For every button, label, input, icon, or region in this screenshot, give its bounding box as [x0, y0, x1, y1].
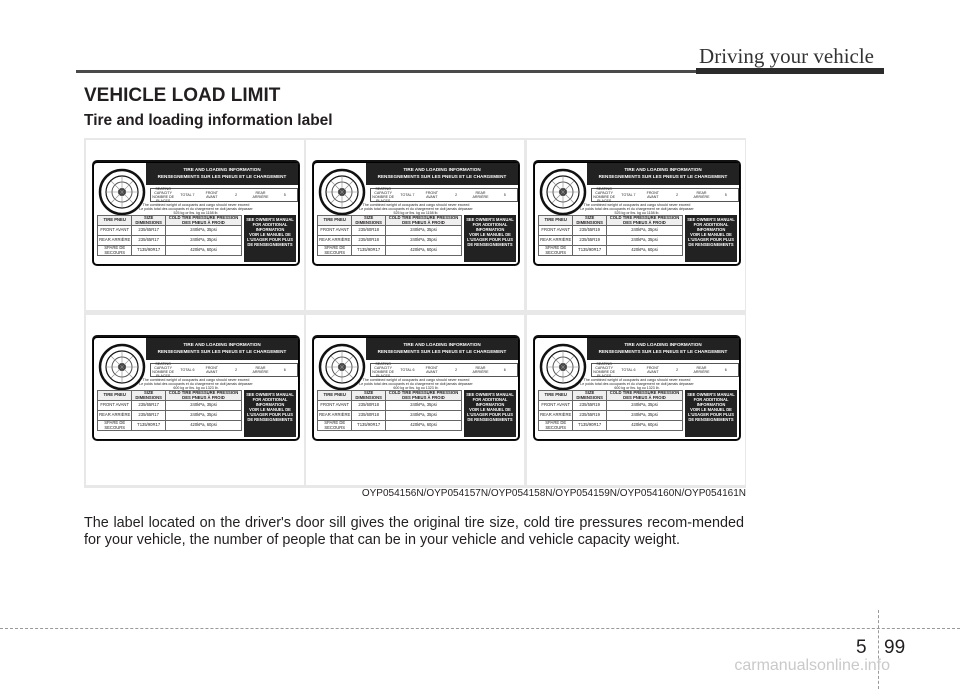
- weight-limit: 600 kg or lbs. kg ou 1323 lb.: [173, 386, 219, 390]
- label-banner: [587, 338, 739, 360]
- seating-capacity-row: [591, 363, 739, 377]
- table-row: [539, 236, 683, 246]
- subsection-title: Tire and loading information label: [84, 112, 333, 129]
- combined-weight-note: [539, 203, 735, 215]
- seating-label: SEATING CAPACITY NOMBRE DE PLACES: [593, 187, 616, 203]
- banner-line-en: TIRE AND LOADING INFORMATION: [183, 167, 261, 172]
- seating-total: TOTAL 6: [621, 368, 636, 372]
- banner-line-en: TIRE AND LOADING INFORMATION: [403, 342, 481, 347]
- col-tire: TIRE PNEU: [539, 216, 573, 226]
- weight-limit: 525 kg or lbs. kg ou 1158 lb.: [173, 211, 219, 215]
- tire-pressure-table: [97, 390, 242, 431]
- front-pressure: 240kPa, 35psi: [165, 226, 241, 236]
- owners-note-fr: VOIR LE MANUEL DE L'USAGER POUR PLUS DE RENSEIGNEMENTS: [687, 232, 734, 247]
- rear-pressure: 240kPa, 35psi: [385, 236, 461, 246]
- table-header-row: [539, 391, 683, 401]
- table-row: [318, 421, 462, 431]
- tire-label-panel-3: [527, 140, 745, 310]
- seating-capacity-row: [591, 188, 739, 202]
- front-size: 235/65R17: [132, 226, 166, 236]
- row-rear: REAR ARRIÈRE: [318, 411, 352, 421]
- banner-line-fr: RENSEGNEMENTS SUR LES PNEUS ET LE CHARGEMENT: [598, 174, 728, 179]
- table-header-row: [318, 391, 462, 401]
- table-row: [539, 246, 683, 256]
- col-tire: TIRE PNEU: [318, 391, 352, 401]
- label-banner: [366, 338, 518, 360]
- combined-weight-note: [98, 378, 294, 390]
- col-pressure: COLD TIRE PRESSURE PRESSION DES PNEUS À FROID: [165, 391, 241, 401]
- col-pressure: COLD TIRE PRESSURE PRESSION DES PNEUS À FROID: [165, 216, 241, 226]
- combined-line-fr: Le poids total des occupants et du chargement ne doit jamais dépasser: [139, 207, 253, 211]
- rear-seats: 5: [724, 193, 727, 197]
- col-pressure: COLD TIRE PRESSURE PRESSION DES PNEUS À FROID: [606, 391, 682, 401]
- owners-note-en: SEE OWNER'S MANUAL FOR ADDITIONAL INFORMATION: [466, 217, 514, 232]
- combined-line-fr: Le poids total des occupants et du chargement ne doit jamais dépasser: [580, 382, 694, 386]
- section-title: VEHICLE LOAD LIMIT: [84, 85, 281, 106]
- tire-label-panel-1: [86, 140, 304, 310]
- front-pressure: 240kPa, 35psi: [385, 401, 461, 411]
- front-size: 235/60R18: [352, 226, 386, 236]
- combined-line-en: The combined weight of occupants and cargo should never exceed: [583, 203, 691, 207]
- front-label: FRONT AVANT: [205, 191, 219, 199]
- rear-seats: 6: [283, 368, 286, 372]
- table-row: [318, 236, 462, 246]
- row-spare: SPARE DE SECOURS: [98, 246, 132, 256]
- spare-pressure: 420kPa, 60psi: [385, 246, 461, 256]
- row-spare: SPARE DE SECOURS: [318, 246, 352, 256]
- rear-pressure: 240kPa, 35psi: [606, 236, 682, 246]
- tire-label-panel-5: [306, 315, 524, 485]
- seating-total: TOTAL 6: [180, 368, 195, 372]
- col-size: SIZE DIMENSIONS: [573, 391, 607, 401]
- table-row: [318, 401, 462, 411]
- front-label: FRONT AVANT: [646, 366, 660, 374]
- rear-size: 235/55R19: [573, 411, 607, 421]
- tire-pressure-table: [538, 215, 683, 256]
- row-front: FRONT AVANT: [318, 226, 352, 236]
- rear-size: 235/55R19: [573, 236, 607, 246]
- seating-total: TOTAL 7: [180, 193, 195, 197]
- rear-seats: 6: [503, 368, 506, 372]
- seating-label: SEATING CAPACITY NOMBRE DE PLACES: [372, 362, 395, 378]
- tire-label-panel-4: [86, 315, 304, 485]
- weight-limit: 600 kg or lbs. kg ou 1323 lb.: [393, 386, 439, 390]
- table-header-row: [98, 216, 242, 226]
- owners-manual-note: [244, 215, 296, 262]
- front-seats: 2: [235, 193, 238, 197]
- table-row: [539, 226, 683, 236]
- owners-note-en: SEE OWNER'S MANUAL FOR ADDITIONAL INFORMATION: [687, 217, 735, 232]
- combined-weight-note: [318, 203, 514, 215]
- spare-size: T135/90R17: [352, 421, 386, 431]
- combined-weight-note: [98, 203, 294, 215]
- tire-pressure-table: [538, 390, 683, 431]
- table-row: [539, 401, 683, 411]
- spare-size: T135/90R17: [352, 246, 386, 256]
- table-row: [98, 236, 242, 246]
- front-size: 235/55R19: [573, 226, 607, 236]
- label-card: [313, 162, 519, 265]
- owners-note-fr: VOIR LE MANUEL DE L'USAGER POUR PLUS DE RENSEIGNEMENTS: [466, 232, 513, 247]
- front-size: 235/60R18: [352, 401, 386, 411]
- table-header-row: [539, 216, 683, 226]
- table-row: [539, 421, 683, 431]
- table-header-row: [98, 391, 242, 401]
- tire-pressure-table: [317, 215, 462, 256]
- row-spare: SPARE DE SECOURS: [98, 421, 132, 431]
- col-tire: TIRE PNEU: [98, 391, 132, 401]
- row-front: FRONT AVANT: [98, 226, 132, 236]
- banner-line-fr: RENSEGNEMENTS SUR LES PNEUS ET LE CHARGEMENT: [157, 174, 287, 179]
- owners-note-fr: VOIR LE MANUEL DE L'USAGER POUR PLUS DE RENSEIGNEMENTS: [246, 232, 293, 247]
- label-card: [93, 337, 299, 440]
- rear-label: REAR ARRIÈRE: [472, 191, 489, 199]
- combined-weight-note: [539, 378, 735, 390]
- col-pressure: COLD TIRE PRESSURE PRESSION DES PNEUS À FROID: [385, 216, 461, 226]
- seating-total: TOTAL 7: [621, 193, 636, 197]
- front-seats: 2: [676, 368, 679, 372]
- weight-limit: 525 kg or lbs. kg ou 1158 lb.: [393, 211, 439, 215]
- owners-note-en: SEE OWNER'S MANUAL FOR ADDITIONAL INFORMATION: [246, 217, 294, 232]
- footer-rule: [0, 628, 960, 629]
- label-card: [534, 337, 740, 440]
- rear-seats: 5: [283, 193, 286, 197]
- seating-label: SEATING CAPACITY NOMBRE DE PLACES: [152, 362, 175, 378]
- seating-total: TOTAL 7: [400, 193, 415, 197]
- seating-capacity-row: [150, 188, 298, 202]
- footer-divider: [878, 610, 879, 689]
- row-front: FRONT AVANT: [539, 401, 573, 411]
- combined-line-en: The combined weight of occupants and cargo should never exceed: [362, 203, 470, 207]
- spare-size: T135/90R17: [132, 246, 166, 256]
- banner-line-fr: RENSEGNEMENTS SUR LES PNEUS ET LE CHARGEMENT: [157, 349, 287, 354]
- rear-label: REAR ARRIÈRE: [252, 366, 269, 374]
- row-rear: REAR ARRIÈRE: [539, 236, 573, 246]
- spare-pressure: 420kPa, 60psi: [385, 421, 461, 431]
- weight-limit: 525 kg or lbs. kg ou 1158 lb.: [614, 211, 660, 215]
- rear-label: REAR ARRIÈRE: [693, 366, 710, 374]
- col-size: SIZE DIMENSIONS: [132, 391, 166, 401]
- combined-line-en: The combined weight of occupants and cargo should never exceed: [142, 378, 250, 382]
- front-seats: 2: [455, 368, 458, 372]
- header-tab-bar: [696, 68, 884, 74]
- label-banner: [146, 163, 298, 185]
- label-banner: [146, 338, 298, 360]
- label-banner: [587, 163, 739, 185]
- seating-total: TOTAL 6: [400, 368, 415, 372]
- front-label: FRONT AVANT: [646, 191, 660, 199]
- label-card: [93, 162, 299, 265]
- front-label: FRONT AVANT: [205, 366, 219, 374]
- banner-line-en: TIRE AND LOADING INFORMATION: [183, 342, 261, 347]
- seating-label: SEATING CAPACITY NOMBRE DE PLACES: [593, 362, 616, 378]
- owners-note-en: SEE OWNER'S MANUAL FOR ADDITIONAL INFORMATION: [466, 392, 514, 407]
- row-rear: REAR ARRIÈRE: [539, 411, 573, 421]
- row-front: FRONT AVANT: [539, 226, 573, 236]
- rear-size: 235/60R18: [352, 236, 386, 246]
- table-row: [318, 246, 462, 256]
- owners-manual-note: [464, 215, 516, 262]
- combined-weight-note: [318, 378, 514, 390]
- weight-limit: 600 kg or lbs. kg ou 1323 lb.: [614, 386, 660, 390]
- tire-label-panel-6: [527, 315, 745, 485]
- rear-pressure: 240kPa, 35psi: [165, 411, 241, 421]
- owners-note-en: SEE OWNER'S MANUAL FOR ADDITIONAL INFORMATION: [246, 392, 294, 407]
- spare-pressure: 420kPa, 60psi: [606, 421, 682, 431]
- tire-pressure-table: [97, 215, 242, 256]
- seating-label: SEATING CAPACITY NOMBRE DE PLACES: [372, 187, 395, 203]
- front-pressure: 240kPa, 35psi: [606, 401, 682, 411]
- banner-line-en: TIRE AND LOADING INFORMATION: [624, 167, 702, 172]
- table-header-row: [318, 216, 462, 226]
- seating-capacity-row: [370, 188, 518, 202]
- rear-size: 235/65R17: [132, 236, 166, 246]
- col-size: SIZE DIMENSIONS: [573, 216, 607, 226]
- row-rear: REAR ARRIÈRE: [318, 236, 352, 246]
- row-front: FRONT AVANT: [318, 401, 352, 411]
- front-size: 235/65R17: [132, 401, 166, 411]
- rear-pressure: 240kPa, 35psi: [606, 411, 682, 421]
- col-tire: TIRE PNEU: [98, 216, 132, 226]
- front-size: 235/55R19: [573, 401, 607, 411]
- table-row: [98, 411, 242, 421]
- rear-label: REAR ARRIÈRE: [252, 191, 269, 199]
- figure-code: OYP054156N/OYP054157N/OYP054158N/OYP054159N/OYP054160N/OYP054161N: [361, 488, 746, 499]
- front-pressure: 240kPa, 35psi: [165, 401, 241, 411]
- row-spare: SPARE DE SECOURS: [539, 246, 573, 256]
- owners-note-fr: VOIR LE MANUEL DE L'USAGER POUR PLUS DE RENSEIGNEMENTS: [466, 407, 513, 422]
- front-seats: 2: [455, 193, 458, 197]
- row-spare: SPARE DE SECOURS: [539, 421, 573, 431]
- front-seats: 2: [235, 368, 238, 372]
- rear-size: 235/65R17: [132, 411, 166, 421]
- front-pressure: 240kPa, 35psi: [606, 226, 682, 236]
- chapter-number: 5: [856, 637, 867, 658]
- seating-capacity-row: [150, 363, 298, 377]
- table-row: [98, 401, 242, 411]
- spare-size: T135/90R17: [573, 421, 607, 431]
- tire-pressure-table: [317, 390, 462, 431]
- table-row: [98, 246, 242, 256]
- row-rear: REAR ARRIÈRE: [98, 236, 132, 246]
- combined-line-fr: Le poids total des occupants et du chargement ne doit jamais dépasser: [139, 382, 253, 386]
- spare-pressure: 420kPa, 60psi: [165, 421, 241, 431]
- table-row: [98, 226, 242, 236]
- front-seats: 2: [676, 193, 679, 197]
- owners-note-fr: VOIR LE MANUEL DE L'USAGER POUR PLUS DE RENSEIGNEMENTS: [246, 407, 293, 422]
- rear-seats: 5: [503, 193, 506, 197]
- rear-seats: 6: [724, 368, 727, 372]
- spare-size: T135/90R17: [573, 246, 607, 256]
- header-title: Driving your vehicle: [699, 44, 874, 68]
- col-tire: TIRE PNEU: [318, 216, 352, 226]
- rear-label: REAR ARRIÈRE: [472, 366, 489, 374]
- rear-size: 235/60R18: [352, 411, 386, 421]
- front-label: FRONT AVANT: [425, 366, 439, 374]
- owners-note-en: SEE OWNER'S MANUAL FOR ADDITIONAL INFORMATION: [687, 392, 735, 407]
- seating-label: SEATING CAPACITY NOMBRE DE PLACES: [152, 187, 175, 203]
- spare-pressure: 420kPa, 60psi: [606, 246, 682, 256]
- combined-line-en: The combined weight of occupants and cargo should never exceed: [142, 203, 250, 207]
- row-spare: SPARE DE SECOURS: [318, 421, 352, 431]
- banner-line-fr: RENSEGNEMENTS SUR LES PNEUS ET LE CHARGEMENT: [377, 174, 507, 179]
- body-paragraph: The label located on the driver's door sill gives the original tire size, cold tire pressures recom-mended for your vehicle, the number of people that can be in your vehicle and vehicle capacity weight.: [84, 515, 744, 548]
- table-row: [318, 411, 462, 421]
- rear-pressure: 240kPa, 35psi: [385, 411, 461, 421]
- table-row: [539, 411, 683, 421]
- label-figure-grid: [84, 138, 746, 488]
- table-row: [98, 421, 242, 431]
- label-banner: [366, 163, 518, 185]
- label-card: [313, 337, 519, 440]
- banner-line-fr: RENSEGNEMENTS SUR LES PNEUS ET LE CHARGEMENT: [377, 349, 507, 354]
- spare-size: T135/90R17: [132, 421, 166, 431]
- spare-pressure: 420kPa, 60psi: [165, 246, 241, 256]
- row-rear: REAR ARRIÈRE: [98, 411, 132, 421]
- banner-line-fr: RENSEGNEMENTS SUR LES PNEUS ET LE CHARGEMENT: [598, 349, 728, 354]
- combined-line-fr: Le poids total des occupants et du chargement ne doit jamais dépasser: [580, 207, 694, 211]
- banner-line-en: TIRE AND LOADING INFORMATION: [624, 342, 702, 347]
- col-size: SIZE DIMENSIONS: [352, 216, 386, 226]
- label-card: [534, 162, 740, 265]
- page-number: 99: [884, 637, 906, 658]
- rear-label: REAR ARRIÈRE: [693, 191, 710, 199]
- watermark: carmanualsonline.info: [734, 657, 890, 674]
- owners-note-fr: VOIR LE MANUEL DE L'USAGER POUR PLUS DE RENSEIGNEMENTS: [687, 407, 734, 422]
- combined-line-fr: Le poids total des occupants et du chargement ne doit jamais dépasser: [359, 207, 473, 211]
- owners-manual-note: [685, 215, 737, 262]
- col-size: SIZE DIMENSIONS: [352, 391, 386, 401]
- col-pressure: COLD TIRE PRESSURE PRESSION DES PNEUS À FROID: [606, 216, 682, 226]
- rear-pressure: 240kPa, 35psi: [165, 236, 241, 246]
- col-tire: TIRE PNEU: [539, 391, 573, 401]
- combined-line-en: The combined weight of occupants and cargo should never exceed: [362, 378, 470, 382]
- owners-manual-note: [685, 390, 737, 437]
- owners-manual-note: [244, 390, 296, 437]
- col-size: SIZE DIMENSIONS: [132, 216, 166, 226]
- seating-capacity-row: [370, 363, 518, 377]
- front-pressure: 240kPa, 35psi: [385, 226, 461, 236]
- col-pressure: COLD TIRE PRESSURE PRESSION DES PNEUS À FROID: [385, 391, 461, 401]
- table-row: [318, 226, 462, 236]
- front-label: FRONT AVANT: [425, 191, 439, 199]
- banner-line-en: TIRE AND LOADING INFORMATION: [403, 167, 481, 172]
- combined-line-fr: Le poids total des occupants et du chargement ne doit jamais dépasser: [359, 382, 473, 386]
- owners-manual-note: [464, 390, 516, 437]
- row-front: FRONT AVANT: [98, 401, 132, 411]
- combined-line-en: The combined weight of occupants and cargo should never exceed: [583, 378, 691, 382]
- tire-label-panel-2: [306, 140, 524, 310]
